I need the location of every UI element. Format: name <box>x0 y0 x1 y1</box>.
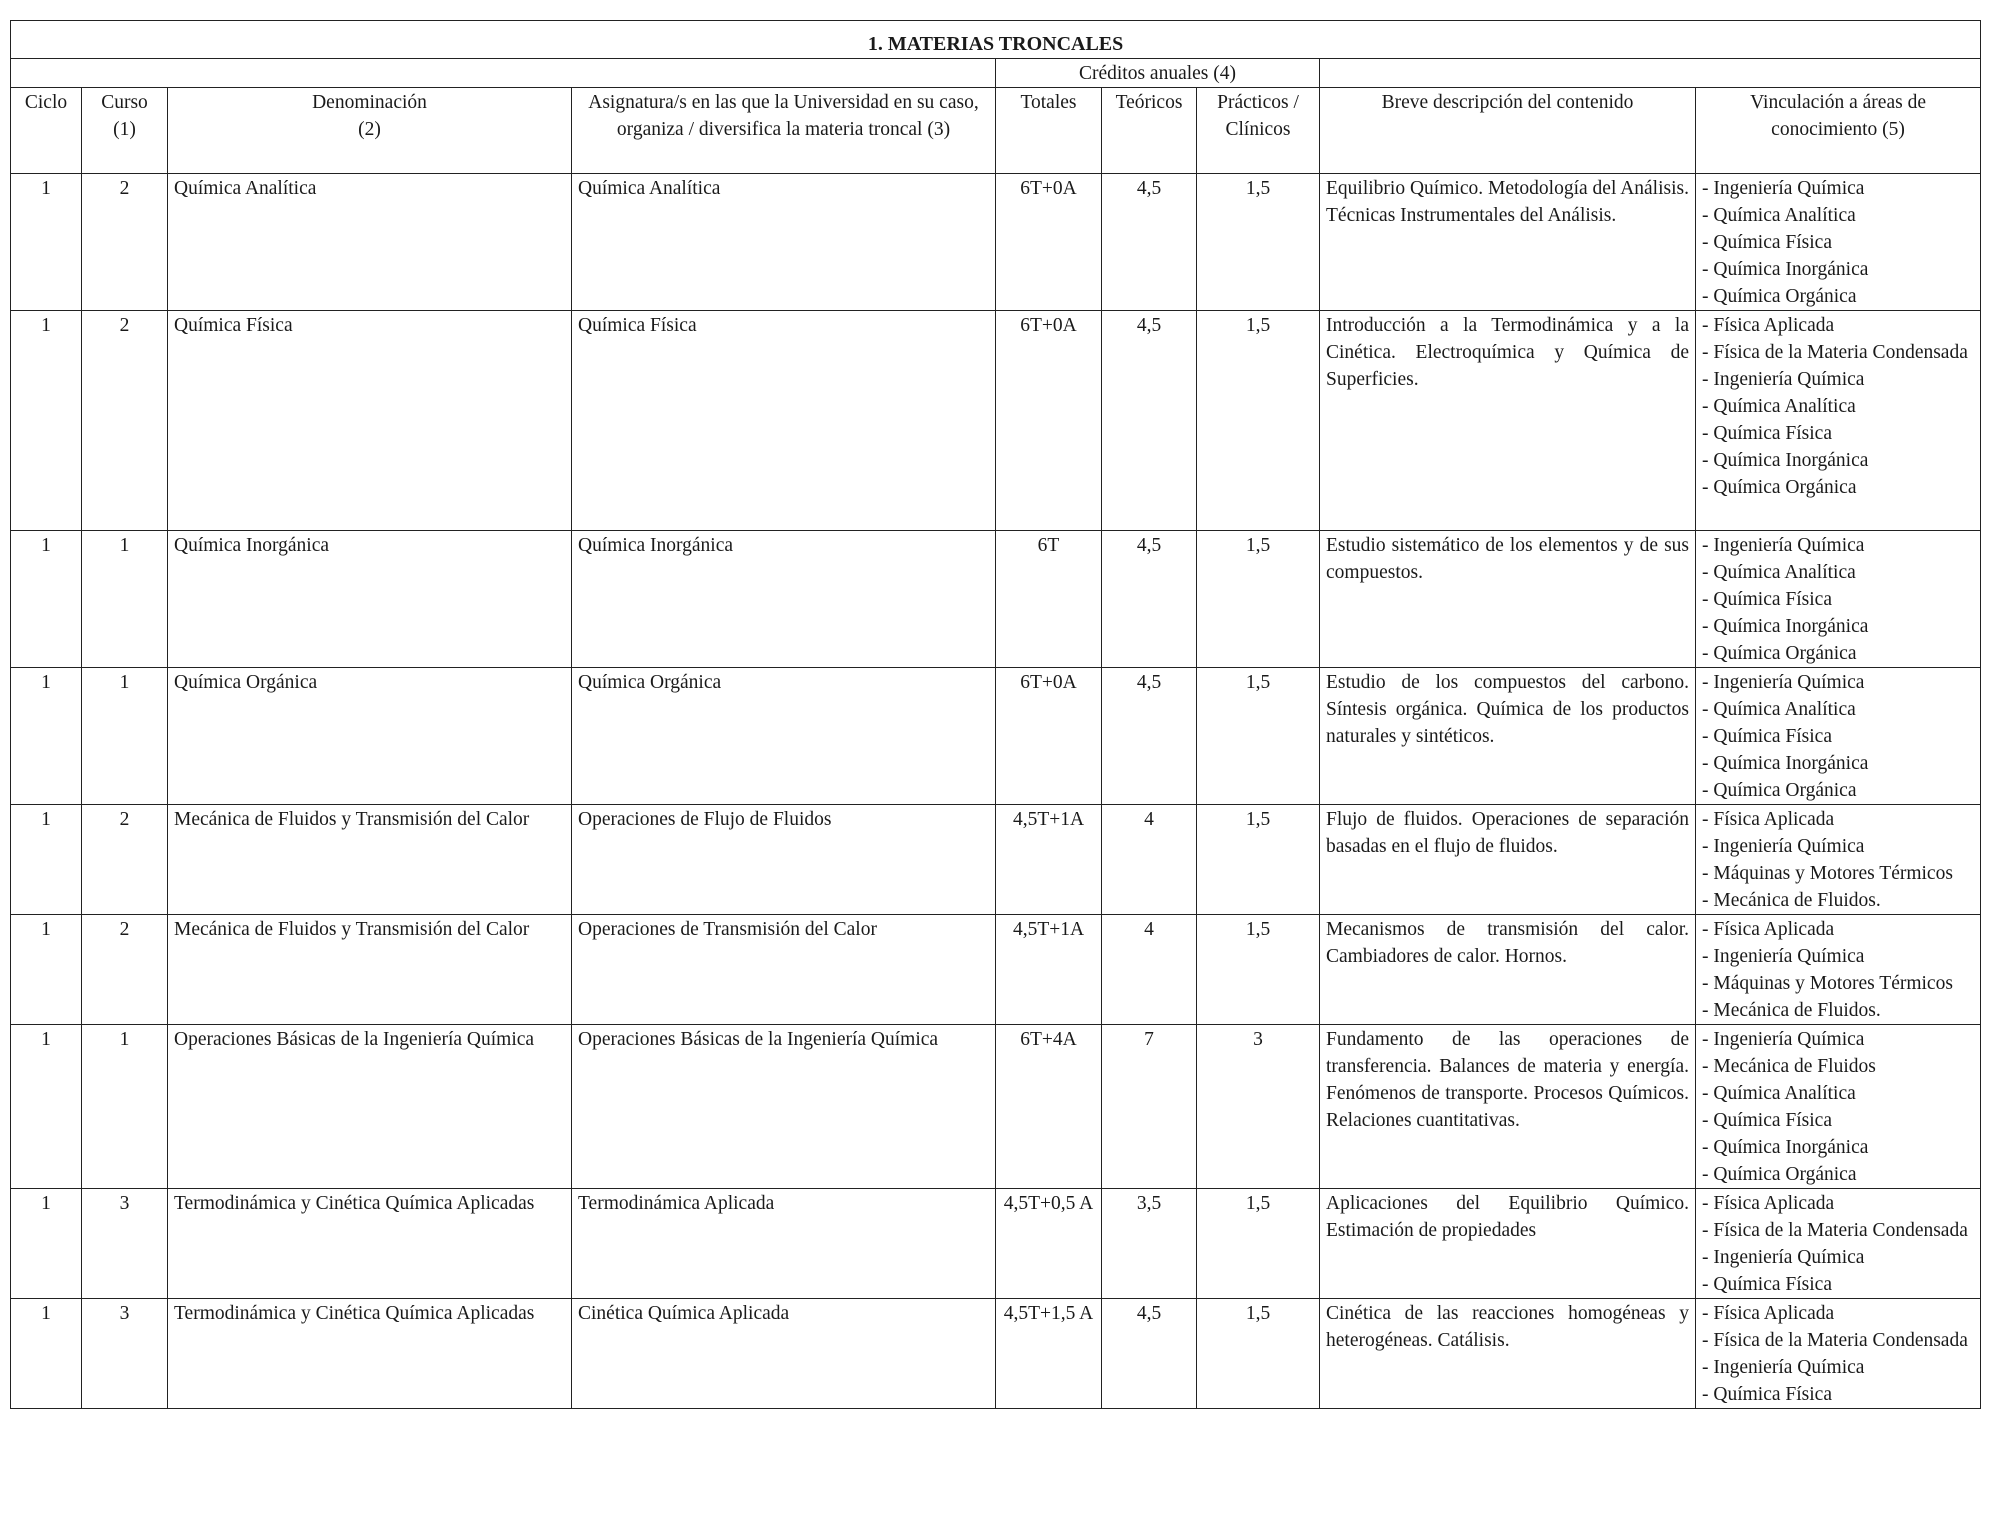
cell-curso: 1 <box>82 668 168 805</box>
table-row <box>11 174 1981 311</box>
area-item: - Química Física <box>1702 232 1832 253</box>
areas-list <box>1702 1026 1974 1188</box>
cell-vinculacion <box>1696 1299 1981 1409</box>
area-item: - Ingeniería Química <box>1702 946 1865 967</box>
area-item: - Máquinas y Motores Térmicos <box>1702 973 1953 994</box>
area-item: - Química Analítica <box>1702 562 1856 583</box>
cell-totales: 6T+0A <box>996 668 1102 805</box>
area-item: - Física Aplicada <box>1702 919 1835 940</box>
area-item: - Mecánica de Fluidos <box>1702 1056 1876 1077</box>
cell-vinculacion <box>1696 531 1981 668</box>
area-item: - Física Aplicada <box>1702 315 1835 336</box>
cell-ciclo: 1 <box>11 668 82 805</box>
cell-denominacion: Química Orgánica <box>168 668 572 805</box>
materias-table <box>10 20 1981 1409</box>
area-item: - Química Analítica <box>1702 699 1856 720</box>
col-vinculacion-header: Vinculación a áreas de conocimiento (5) <box>1696 88 1981 174</box>
areas-list <box>1702 916 1974 1024</box>
cell-asignatura: Química Analítica <box>572 174 996 311</box>
cell-vinculacion <box>1696 805 1981 915</box>
table-row <box>11 1025 1981 1189</box>
cell-ciclo: 1 <box>11 531 82 668</box>
cell-curso: 2 <box>82 174 168 311</box>
materias-troncales-sheet <box>10 20 1980 1409</box>
col-ciclo-header: Ciclo <box>11 88 82 174</box>
area-item: - Física Aplicada <box>1702 1303 1835 1324</box>
cell-vinculacion <box>1696 1189 1981 1299</box>
cell-practicos: 1,5 <box>1197 174 1320 311</box>
cell-asignatura: Química Física <box>572 311 996 531</box>
col-denominacion-header: Denominación (2) <box>168 88 572 174</box>
area-item: - Química Inorgánica <box>1702 259 1869 280</box>
cell-teoricos: 4 <box>1102 915 1197 1025</box>
areas-list <box>1702 532 1974 667</box>
area-item: - Ingeniería Química <box>1702 369 1865 390</box>
area-item: - Física de la Materia Condensada <box>1702 342 1968 363</box>
cell-curso: 2 <box>82 805 168 915</box>
area-item: - Química Física <box>1702 423 1832 444</box>
cell-asignatura: Operaciones Básicas de la Ingeniería Química <box>572 1025 996 1189</box>
cell-descripcion: Cinética de las reacciones homogéneas y heterogéneas. Catálisis. <box>1320 1299 1696 1409</box>
cell-descripcion: Equilibrio Químico. Metodología del Análisis. Técnicas Instrumentales del Análisis. <box>1320 174 1696 311</box>
area-item: - Química Inorgánica <box>1702 753 1869 774</box>
areas-list <box>1702 669 1974 804</box>
cell-teoricos: 4,5 <box>1102 311 1197 531</box>
area-item: - Mecánica de Fluidos. <box>1702 890 1881 911</box>
cell-descripcion: Introducción a la Termodinámica y a la Cinética. Electroquímica y Química de Superficies. <box>1320 311 1696 531</box>
cell-totales: 6T+0A <box>996 174 1102 311</box>
cell-teoricos: 4 <box>1102 805 1197 915</box>
cell-denominacion: Química Inorgánica <box>168 531 572 668</box>
area-item: - Física de la Materia Condensada <box>1702 1330 1968 1351</box>
cell-asignatura: Química Orgánica <box>572 668 996 805</box>
cell-practicos: 1,5 <box>1197 531 1320 668</box>
cell-practicos: 1,5 <box>1197 668 1320 805</box>
cell-ciclo: 1 <box>11 311 82 531</box>
table-row <box>11 311 1981 531</box>
cell-curso: 2 <box>82 915 168 1025</box>
cell-teoricos: 3,5 <box>1102 1189 1197 1299</box>
area-item: - Ingeniería Química <box>1702 672 1865 693</box>
area-item: - Química Inorgánica <box>1702 616 1869 637</box>
cell-vinculacion <box>1696 915 1981 1025</box>
cell-practicos: 3 <box>1197 1025 1320 1189</box>
cell-totales: 4,5T+1A <box>996 805 1102 915</box>
cell-descripcion: Estudio sistemático de los elementos y de sus compuestos. <box>1320 531 1696 668</box>
cell-teoricos: 4,5 <box>1102 174 1197 311</box>
area-item: - Química Orgánica <box>1702 780 1857 801</box>
cell-practicos: 1,5 <box>1197 1299 1320 1409</box>
col-totales-header: Totales <box>996 88 1102 174</box>
cell-asignatura: Cinética Química Aplicada <box>572 1299 996 1409</box>
areas-list <box>1702 312 1974 501</box>
cell-denominacion: Mecánica de Fluidos y Transmisión del Calor <box>168 805 572 915</box>
col-curso-header: Curso (1) <box>82 88 168 174</box>
area-item: - Física de la Materia Condensada <box>1702 1220 1968 1241</box>
cell-practicos: 1,5 <box>1197 915 1320 1025</box>
cell-practicos: 1,5 <box>1197 1189 1320 1299</box>
cell-ciclo: 1 <box>11 1189 82 1299</box>
cell-totales: 4,5T+1,5 A <box>996 1299 1102 1409</box>
area-item: - Ingeniería Química <box>1702 1247 1865 1268</box>
cell-totales: 6T <box>996 531 1102 668</box>
cell-denominacion: Química Analítica <box>168 174 572 311</box>
cell-descripcion: Aplicaciones del Equilibrio Químico. Estimación de propiedades <box>1320 1189 1696 1299</box>
col-descripcion-header: Breve descripción del contenido <box>1320 88 1696 174</box>
cell-practicos: 1,5 <box>1197 805 1320 915</box>
header-spacer-right <box>1320 59 1981 88</box>
table-row <box>11 668 1981 805</box>
area-item: - Química Inorgánica <box>1702 450 1869 471</box>
cell-teoricos: 4,5 <box>1102 1299 1197 1409</box>
area-item: - Física Aplicada <box>1702 1193 1835 1214</box>
table-row <box>11 1189 1981 1299</box>
areas-list <box>1702 1190 1974 1298</box>
col-asignatura-header: Asignatura/s en las que la Universidad en su caso, organiza / diversifica la materia troncal (3) <box>572 88 996 174</box>
area-item: - Química Orgánica <box>1702 286 1857 307</box>
cell-ciclo: 1 <box>11 174 82 311</box>
area-item: - Máquinas y Motores Térmicos <box>1702 863 1953 884</box>
areas-list <box>1702 806 1974 914</box>
cell-descripcion: Estudio de los compuestos del carbono. Síntesis orgánica. Química de los productos naturales y sintéticos. <box>1320 668 1696 805</box>
table-row <box>11 531 1981 668</box>
cell-curso: 2 <box>82 311 168 531</box>
cell-descripcion: Fundamento de las operaciones de transferencia. Balances de materia y energía. Fenómenos de transporte. Procesos Químicos. Relaciones cuantitativas. <box>1320 1025 1696 1189</box>
area-item: - Mecánica de Fluidos. <box>1702 1000 1881 1021</box>
area-item: - Química Orgánica <box>1702 477 1857 498</box>
area-item: - Química Analítica <box>1702 1083 1856 1104</box>
cell-denominacion: Mecánica de Fluidos y Transmisión del Calor <box>168 915 572 1025</box>
cell-totales: 4,5T+1A <box>996 915 1102 1025</box>
area-item: - Química Orgánica <box>1702 1164 1857 1185</box>
cell-denominacion: Termodinámica y Cinética Química Aplicadas <box>168 1189 572 1299</box>
area-item: - Química Física <box>1702 1274 1832 1295</box>
cell-totales: 6T+4A <box>996 1025 1102 1189</box>
cell-descripcion: Mecanismos de transmisión del calor. Cambiadores de calor. Hornos. <box>1320 915 1696 1025</box>
area-item: - Química Inorgánica <box>1702 1137 1869 1158</box>
cell-teoricos: 7 <box>1102 1025 1197 1189</box>
area-item: - Química Física <box>1702 726 1832 747</box>
table-row <box>11 1299 1981 1409</box>
area-item: - Ingeniería Química <box>1702 1029 1865 1050</box>
header-spacer <box>11 59 996 88</box>
cell-curso: 3 <box>82 1189 168 1299</box>
area-item: - Ingeniería Química <box>1702 178 1865 199</box>
creditos-group-header: Créditos anuales (4) <box>996 59 1320 88</box>
cell-curso: 1 <box>82 531 168 668</box>
table-body <box>11 174 1981 1409</box>
area-item: - Ingeniería Química <box>1702 1357 1865 1378</box>
cell-vinculacion <box>1696 1025 1981 1189</box>
cell-asignatura: Operaciones de Transmisión del Calor <box>572 915 996 1025</box>
table-row <box>11 805 1981 915</box>
cell-teoricos: 4,5 <box>1102 668 1197 805</box>
cell-teoricos: 4,5 <box>1102 531 1197 668</box>
cell-asignatura: Operaciones de Flujo de Fluidos <box>572 805 996 915</box>
table-title: 1. MATERIAS TRONCALES <box>11 21 1981 59</box>
table-row <box>11 915 1981 1025</box>
cell-ciclo: 1 <box>11 915 82 1025</box>
area-item: - Química Orgánica <box>1702 643 1857 664</box>
cell-asignatura: Termodinámica Aplicada <box>572 1189 996 1299</box>
cell-practicos: 1,5 <box>1197 311 1320 531</box>
area-item: - Física Aplicada <box>1702 809 1835 830</box>
area-item: - Química Analítica <box>1702 205 1856 226</box>
area-item: - Ingeniería Química <box>1702 836 1865 857</box>
cell-vinculacion <box>1696 311 1981 531</box>
cell-ciclo: 1 <box>11 805 82 915</box>
areas-list <box>1702 1300 1974 1408</box>
area-item: - Química Física <box>1702 1384 1832 1405</box>
area-item: - Química Física <box>1702 1110 1832 1131</box>
cell-ciclo: 1 <box>11 1299 82 1409</box>
cell-vinculacion <box>1696 668 1981 805</box>
areas-list <box>1702 175 1974 310</box>
cell-totales: 6T+0A <box>996 311 1102 531</box>
cell-curso: 1 <box>82 1025 168 1189</box>
cell-denominacion: Termodinámica y Cinética Química Aplicadas <box>168 1299 572 1409</box>
cell-asignatura: Química Inorgánica <box>572 531 996 668</box>
area-item: - Ingeniería Química <box>1702 535 1865 556</box>
cell-vinculacion <box>1696 174 1981 311</box>
cell-denominacion: Química Física <box>168 311 572 531</box>
cell-curso: 3 <box>82 1299 168 1409</box>
cell-denominacion: Operaciones Básicas de la Ingeniería Química <box>168 1025 572 1189</box>
cell-descripcion: Flujo de fluidos. Operaciones de separación basadas en el flujo de fluidos. <box>1320 805 1696 915</box>
col-practicos-header: Prácticos / Clínicos <box>1197 88 1320 174</box>
cell-ciclo: 1 <box>11 1025 82 1189</box>
area-item: - Química Analítica <box>1702 396 1856 417</box>
area-item: - Química Física <box>1702 589 1832 610</box>
cell-totales: 4,5T+0,5 A <box>996 1189 1102 1299</box>
col-teoricos-header: Teóricos <box>1102 88 1197 174</box>
